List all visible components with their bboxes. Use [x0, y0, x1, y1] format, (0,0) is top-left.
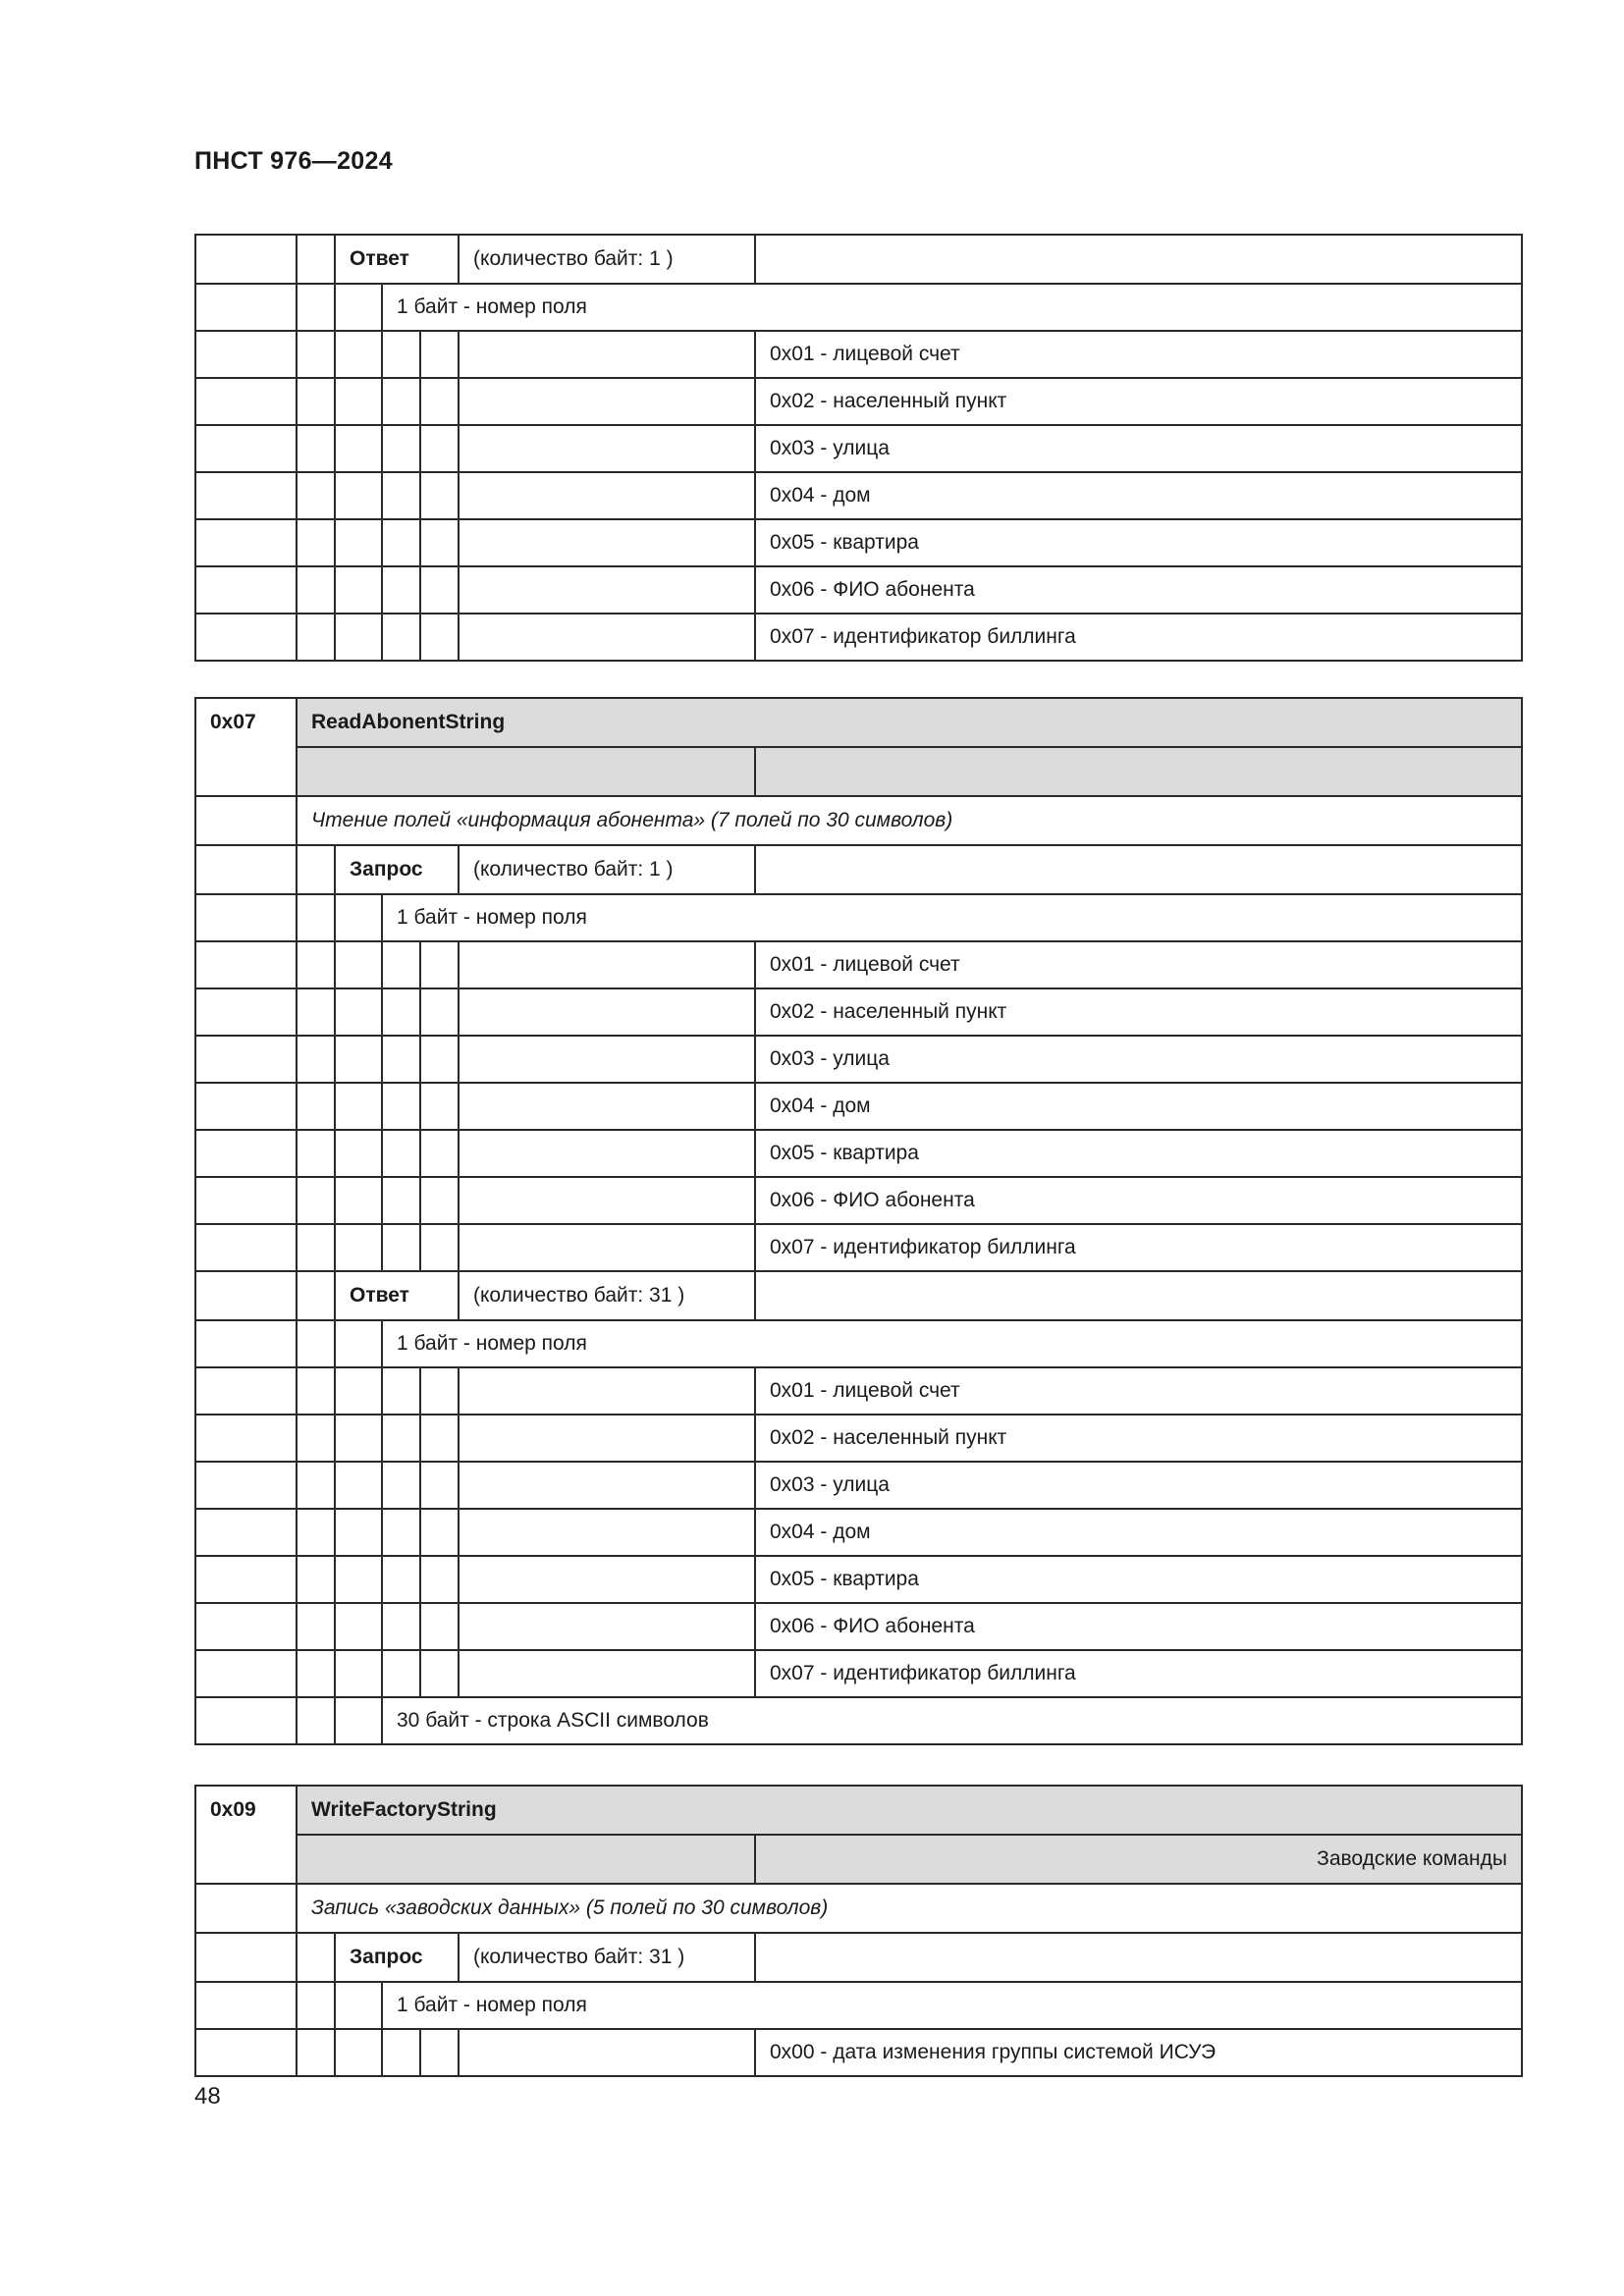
- byte-count: (количество байт: 31 ): [459, 1933, 755, 1982]
- table-row: [195, 378, 1522, 425]
- section-label: Ответ: [335, 235, 459, 284]
- command-subheader-row: [195, 1835, 1522, 1884]
- command-name: ReadAbonentString: [297, 698, 1522, 747]
- field-header: 1 байт - номер поля: [382, 284, 1522, 331]
- table-row: [195, 566, 1522, 614]
- table-row: [195, 941, 1522, 988]
- command-description: Чтение полей «информация абонента» (7 полей по 30 символов): [297, 796, 1522, 845]
- field-option: 0x07 - идентификатор биллинга: [755, 1224, 1522, 1271]
- command-subheader-row: [195, 747, 1522, 796]
- request-row: [195, 845, 1522, 894]
- command-category: Заводские команды: [755, 1835, 1522, 1884]
- table-row: [195, 1224, 1522, 1271]
- field-option: 0x04 - дом: [755, 1083, 1522, 1130]
- table-row: [195, 1415, 1522, 1462]
- field-header-row: [195, 284, 1522, 331]
- field-option: 0x01 - лицевой счет: [755, 941, 1522, 988]
- field-option: 0x06 - ФИО абонента: [755, 1603, 1522, 1650]
- table-row: [195, 472, 1522, 519]
- field-option: 0x04 - дом: [755, 1509, 1522, 1556]
- byte-count: (количество байт: 31 ): [459, 1271, 755, 1320]
- command-code: 0x07: [195, 698, 297, 796]
- response-fields-table: [194, 234, 1523, 662]
- page-number: 48: [194, 2083, 221, 2109]
- response-label: Ответ: [335, 1271, 459, 1320]
- command-description: Запись «заводских данных» (5 полей по 30 символов): [297, 1884, 1522, 1933]
- table-row: [195, 988, 1522, 1036]
- field-option: 0x03 - улица: [755, 1036, 1522, 1083]
- document-header: ПНСТ 976—2024: [194, 147, 393, 175]
- field-header: 1 байт - номер поля: [382, 1982, 1522, 2029]
- byte-count: (количество байт: 1 ): [459, 845, 755, 894]
- field-option: 0x01 - лицевой счет: [755, 331, 1522, 378]
- field-option: 0x02 - населенный пункт: [755, 378, 1522, 425]
- field-header-row: [195, 894, 1522, 941]
- field-option: 0x05 - квартира: [755, 519, 1522, 566]
- request-label: Запрос: [335, 1933, 459, 1982]
- table-row: [195, 1462, 1522, 1509]
- description-row: [195, 796, 1522, 845]
- command-name: WriteFactoryString: [297, 1786, 1522, 1835]
- response-row: [195, 1271, 1522, 1320]
- field-option: 0x06 - ФИО абонента: [755, 1177, 1522, 1224]
- field-header: 1 байт - номер поля: [382, 1320, 1522, 1367]
- field-option: 0x00 - дата изменения группы системой ИСУЭ: [755, 2029, 1522, 2076]
- command-title-row: [195, 1786, 1522, 1835]
- string-field: 30 байт - строка ASCII символов: [382, 1697, 1522, 1744]
- command-title-row: [195, 698, 1522, 747]
- field-option: 0x06 - ФИО абонента: [755, 566, 1522, 614]
- read-abonent-string-table: [194, 697, 1523, 1745]
- table-row: [195, 1367, 1522, 1415]
- table-row: [195, 614, 1522, 661]
- field-option: 0x02 - населенный пункт: [755, 988, 1522, 1036]
- table-row: [195, 1650, 1522, 1697]
- request-row: [195, 1933, 1522, 1982]
- write-factory-string-table: [194, 1785, 1523, 2077]
- command-code: 0x09: [195, 1786, 297, 1884]
- description-row: [195, 1884, 1522, 1933]
- string-field-row: [195, 1697, 1522, 1744]
- field-header-row: [195, 1320, 1522, 1367]
- table-row: [195, 2029, 1522, 2076]
- table-row: [195, 331, 1522, 378]
- table-row: [195, 1509, 1522, 1556]
- table-row: [195, 1177, 1522, 1224]
- field-option: 0x07 - идентификатор биллинга: [755, 614, 1522, 661]
- field-option: 0x03 - улица: [755, 425, 1522, 472]
- table-row: [195, 1603, 1522, 1650]
- table-row: [195, 1556, 1522, 1603]
- table-row: [195, 519, 1522, 566]
- byte-count: (количество байт: 1 ): [459, 235, 755, 284]
- request-label: Запрос: [335, 845, 459, 894]
- table-row: [195, 1130, 1522, 1177]
- table-row: [195, 425, 1522, 472]
- field-option: 0x05 - квартира: [755, 1556, 1522, 1603]
- field-option: 0x07 - идентификатор биллинга: [755, 1650, 1522, 1697]
- field-header-row: [195, 1982, 1522, 2029]
- field-header: 1 байт - номер поля: [382, 894, 1522, 941]
- field-option: 0x04 - дом: [755, 472, 1522, 519]
- field-option: 0x03 - улица: [755, 1462, 1522, 1509]
- field-option: 0x05 - квартира: [755, 1130, 1522, 1177]
- table-row: [195, 1036, 1522, 1083]
- section-row: [195, 235, 1522, 284]
- field-option: 0x02 - населенный пункт: [755, 1415, 1522, 1462]
- field-option: 0x01 - лицевой счет: [755, 1367, 1522, 1415]
- table-row: [195, 1083, 1522, 1130]
